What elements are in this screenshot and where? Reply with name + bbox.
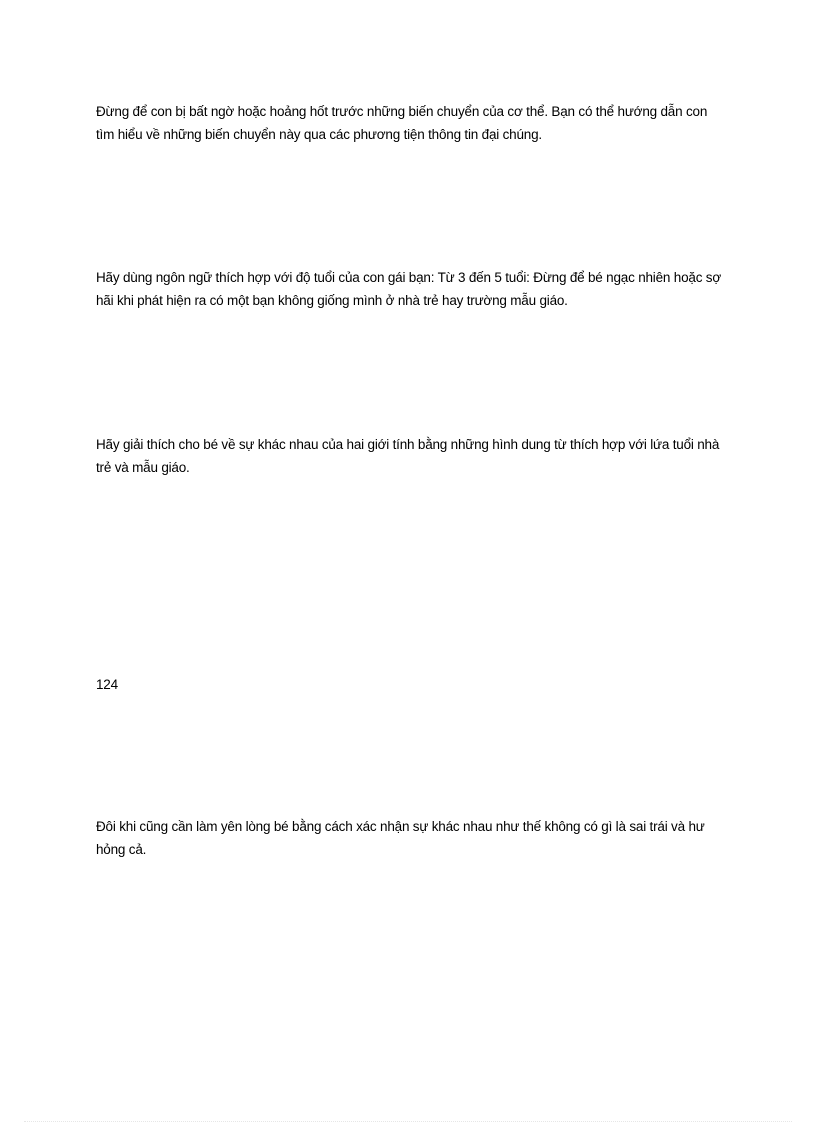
page-number: 124 [96, 677, 118, 692]
paragraph-3: Hãy giải thích cho bé về sự khác nhau của hai giới tính bằng những hình dung từ thích hợp với lứa tuổi nhà trẻ và mẫu giáo. [96, 437, 720, 475]
paragraph-4: Đôi khi cũng cần làm yên lòng bé bằng cách xác nhận sự khác nhau như thế không có gì là sai trái và hư hỏng cả. [96, 819, 705, 857]
paragraph-1: Đừng để con bị bất ngờ hoặc hoảng hốt trước những biến chuyển của cơ thể. Bạn có thể hướng dẫn con tìm hiểu về những biến chuyển này qua các phương tiện thông tin đại chúng. [96, 104, 708, 142]
page-bottom-divider [24, 1121, 792, 1122]
paragraph-2: Hãy dùng ngôn ngữ thích hợp với độ tuổi của con gái bạn: Từ 3 đến 5 tuổi: Đừng để bé ngạc nhiên hoặc sợ hãi khi phát hiện ra có một bạn không giống mình ở nhà trẻ hay trường mẫu giáo. [96, 270, 722, 308]
